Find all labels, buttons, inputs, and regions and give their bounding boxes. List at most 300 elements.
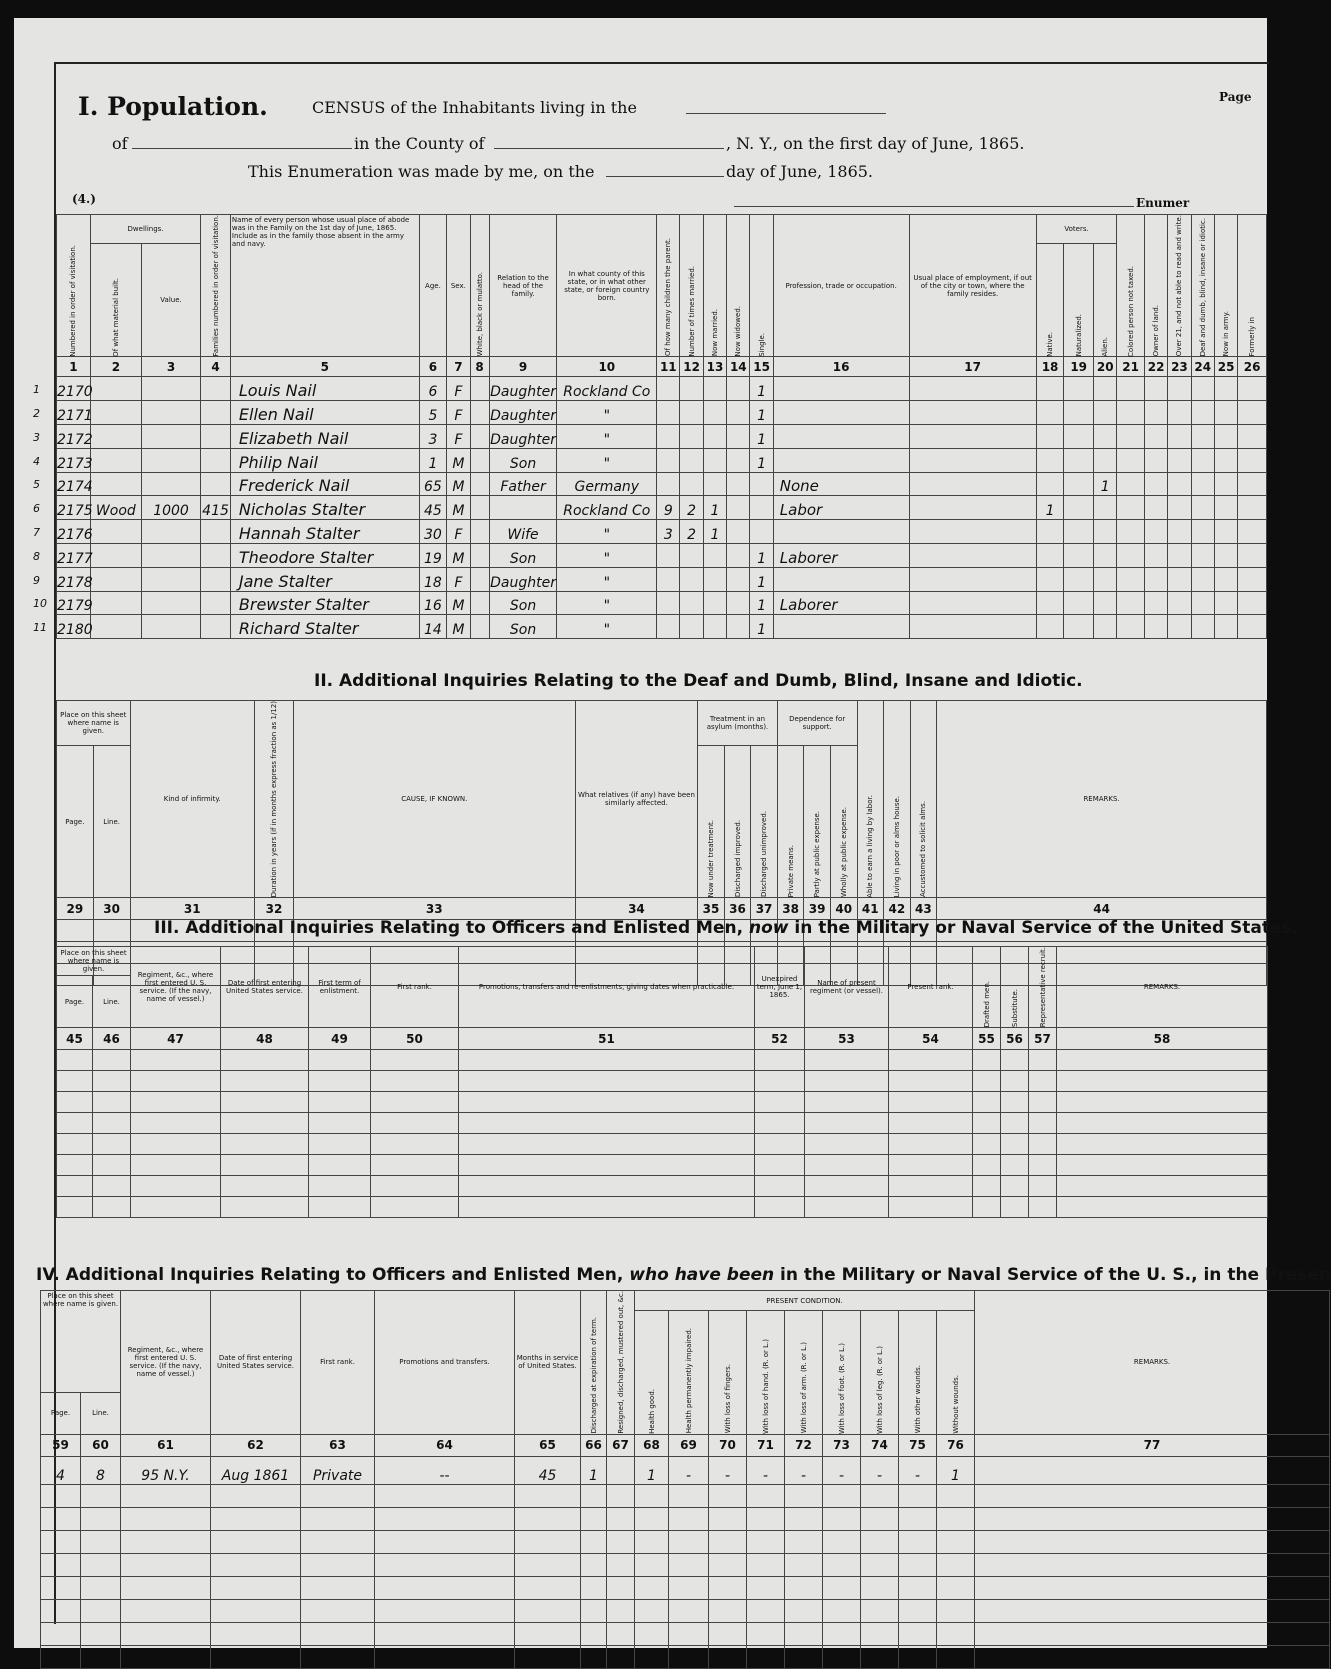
empty-cell bbox=[459, 1113, 755, 1134]
s2-place-header: Place on this sheet where name is given. bbox=[57, 701, 131, 746]
pop-sex: F bbox=[447, 377, 470, 401]
table-row bbox=[57, 1092, 1268, 1113]
empty-cell bbox=[211, 1553, 301, 1576]
pop-empty-cell bbox=[909, 615, 1036, 639]
s3-column-numbers bbox=[57, 1028, 1268, 1050]
table-row bbox=[57, 377, 1267, 401]
empty-cell bbox=[975, 1622, 1330, 1645]
pop-empty-cell bbox=[1064, 496, 1094, 520]
empty-cell bbox=[805, 1197, 889, 1218]
s4-row1-arm: - bbox=[785, 1456, 823, 1484]
s4-row1-health-good: 1 bbox=[635, 1456, 669, 1484]
s2-col-number: 44 bbox=[937, 898, 1267, 920]
s4-col-number: 71 bbox=[747, 1434, 785, 1456]
empty-cell bbox=[93, 1197, 131, 1218]
pop-rel: Son bbox=[489, 448, 557, 472]
empty-cell bbox=[635, 1507, 669, 1530]
pop-age: 5 bbox=[419, 401, 447, 425]
s3-title-now: now bbox=[748, 918, 789, 938]
pop-visit: 2174 5 bbox=[57, 472, 91, 496]
pop-now-married bbox=[703, 591, 726, 615]
pop-widowed bbox=[727, 591, 750, 615]
empty-cell bbox=[459, 1092, 755, 1113]
pop-empty-cell bbox=[1168, 496, 1191, 520]
s2-improved-header: Discharged improved. bbox=[733, 820, 742, 898]
pop-col-number: 26 bbox=[1238, 357, 1267, 377]
pop-empty-cell bbox=[1117, 615, 1145, 639]
pop-empty-cell bbox=[1191, 425, 1214, 449]
col-owner-header: Owner of land. bbox=[1152, 305, 1161, 357]
s4-row1-rank: Private bbox=[301, 1456, 375, 1484]
pop-children bbox=[657, 591, 680, 615]
empty-cell bbox=[371, 1176, 459, 1197]
col-widowed-header: Now widowed. bbox=[734, 305, 743, 357]
pop-native bbox=[1036, 520, 1064, 544]
pop-empty-cell bbox=[1238, 520, 1267, 544]
pop-born: Germany bbox=[557, 472, 657, 496]
pop-alien bbox=[1094, 425, 1117, 449]
col-single-header: Single. bbox=[757, 332, 766, 357]
empty-cell bbox=[823, 1553, 861, 1576]
pop-native bbox=[1036, 425, 1064, 449]
empty-cell bbox=[1029, 1092, 1057, 1113]
enumerator-blank bbox=[734, 206, 1134, 207]
table-row bbox=[57, 496, 1267, 520]
empty-cell bbox=[709, 1484, 747, 1507]
empty-cell bbox=[371, 1113, 459, 1134]
empty-cell bbox=[669, 1484, 709, 1507]
table-row bbox=[57, 1155, 1268, 1176]
pop-material bbox=[90, 567, 141, 591]
pop-occupation bbox=[773, 377, 909, 401]
pop-married-times bbox=[680, 591, 703, 615]
s4-regiment-header: Regiment, &c., where first entered U. S. service. (If the navy, name of vessel.) bbox=[121, 1291, 211, 1435]
pop-widowed bbox=[727, 401, 750, 425]
empty-cell bbox=[635, 1622, 669, 1645]
empty-cell bbox=[309, 1197, 371, 1218]
col-sex-header: Sex. bbox=[447, 215, 470, 357]
empty-cell bbox=[785, 1553, 823, 1576]
empty-cell bbox=[607, 1507, 635, 1530]
pop-empty-cell bbox=[1117, 377, 1145, 401]
empty-cell bbox=[81, 1645, 121, 1668]
table-row bbox=[41, 1553, 1330, 1576]
s4-date-header: Date of first entering United States service. bbox=[211, 1291, 301, 1435]
empty-cell bbox=[515, 1507, 581, 1530]
pop-col-number: 1 bbox=[57, 357, 91, 377]
pop-alien bbox=[1094, 591, 1117, 615]
empty-cell bbox=[57, 1176, 93, 1197]
pop-widowed bbox=[727, 425, 750, 449]
empty-cell bbox=[669, 1507, 709, 1530]
empty-cell bbox=[81, 1599, 121, 1622]
pop-empty-cell bbox=[909, 544, 1036, 568]
col-infirm-header: Deaf and dumb, blind, insane or idiotic. bbox=[1198, 218, 1207, 357]
empty-cell bbox=[221, 1113, 309, 1134]
pop-col-number: 19 bbox=[1064, 357, 1094, 377]
pop-age: 3 bbox=[419, 425, 447, 449]
pop-native bbox=[1036, 448, 1064, 472]
empty-cell bbox=[755, 1176, 805, 1197]
pop-family bbox=[201, 472, 231, 496]
s3-drafted-header: Drafted men. bbox=[982, 980, 991, 1028]
empty-cell bbox=[709, 1553, 747, 1576]
empty-cell bbox=[635, 1599, 669, 1622]
table-row bbox=[41, 1507, 1330, 1530]
pop-widowed bbox=[727, 615, 750, 639]
s2-col-number: 43 bbox=[910, 898, 937, 920]
empty-cell bbox=[973, 1071, 1001, 1092]
empty-cell bbox=[81, 1576, 121, 1599]
pop-empty-cell bbox=[470, 615, 489, 639]
pop-age: 16 bbox=[419, 591, 447, 615]
s3-col-number: 57 bbox=[1029, 1028, 1057, 1050]
pop-name: Brewster Stalter bbox=[230, 591, 419, 615]
pop-empty-cell bbox=[1214, 544, 1237, 568]
empty-cell bbox=[309, 1071, 371, 1092]
col-name-note: Include as in the family those absent in the army and navy. bbox=[231, 232, 404, 248]
sheet-number: (4.) bbox=[72, 192, 96, 206]
empty-cell bbox=[81, 1507, 121, 1530]
empty-cell bbox=[459, 1176, 755, 1197]
table-row bbox=[57, 544, 1267, 568]
empty-cell bbox=[581, 1645, 607, 1668]
col-relation-header: Relation to the head of the family. bbox=[489, 215, 557, 357]
s4-foot-header: With loss of foot. (R. or L.) bbox=[837, 1342, 846, 1434]
census-sheet bbox=[14, 18, 1331, 1648]
pop-occupation bbox=[773, 567, 909, 591]
pop-empty-cell bbox=[1191, 377, 1214, 401]
pop-material bbox=[90, 544, 141, 568]
line-number: 6 bbox=[33, 502, 40, 516]
col-color-header: White, black or mulatto. bbox=[475, 272, 484, 357]
pop-empty-cell bbox=[1117, 401, 1145, 425]
s3-col-number: 53 bbox=[805, 1028, 889, 1050]
pop-native bbox=[1036, 591, 1064, 615]
pop-empty-cell bbox=[1144, 520, 1167, 544]
empty-cell bbox=[747, 1645, 785, 1668]
s4-title-b: in the Military or Naval Service of the U. S., in the Presen bbox=[774, 1265, 1331, 1285]
pop-empty-cell bbox=[909, 401, 1036, 425]
empty-cell bbox=[823, 1622, 861, 1645]
empty-cell bbox=[1029, 1050, 1057, 1071]
s2-cause-header: CAUSE, IF KNOWN. bbox=[293, 701, 575, 898]
s4-page-header: Page. bbox=[41, 1393, 81, 1435]
empty-cell bbox=[747, 1553, 785, 1576]
pop-widowed bbox=[727, 520, 750, 544]
s4-line-header: Line. bbox=[81, 1393, 121, 1435]
pop-name: Louis Nail bbox=[230, 377, 419, 401]
pop-col-number: 4 bbox=[201, 357, 231, 377]
pop-native bbox=[1036, 472, 1064, 496]
s4-rows bbox=[41, 1484, 1330, 1668]
pop-sex: M bbox=[447, 591, 470, 615]
pop-married-times bbox=[680, 544, 703, 568]
s4-row1-line: 8 bbox=[81, 1456, 121, 1484]
pop-visit: 2178 9 bbox=[57, 567, 91, 591]
pop-empty-cell bbox=[1064, 425, 1094, 449]
s4-row1-page: 4 bbox=[41, 1456, 81, 1484]
pop-empty-cell bbox=[1238, 377, 1267, 401]
empty-cell bbox=[41, 1599, 81, 1622]
pop-col-number: 9 bbox=[489, 357, 557, 377]
enumerator-label: Enumer bbox=[1136, 196, 1190, 210]
empty-cell bbox=[607, 1484, 635, 1507]
s2-col-number: 31 bbox=[130, 898, 255, 920]
empty-cell bbox=[937, 1576, 975, 1599]
pop-born: Rockland Co bbox=[557, 377, 657, 401]
s4-health-good-header: Health good. bbox=[647, 1388, 656, 1434]
pop-empty-cell bbox=[470, 520, 489, 544]
empty-cell bbox=[937, 1645, 975, 1668]
pop-visit: 2177 8 bbox=[57, 544, 91, 568]
pop-name: Elizabeth Nail bbox=[230, 425, 419, 449]
pop-empty-cell bbox=[1214, 496, 1237, 520]
empty-cell bbox=[785, 1645, 823, 1668]
pop-native bbox=[1036, 615, 1064, 639]
pop-widowed bbox=[727, 567, 750, 591]
s3-col-number: 49 bbox=[309, 1028, 371, 1050]
empty-cell bbox=[889, 1155, 973, 1176]
pop-age: 19 bbox=[419, 544, 447, 568]
s3-col-number: 46 bbox=[93, 1028, 131, 1050]
military-current-table bbox=[56, 946, 1268, 1218]
empty-cell bbox=[973, 1155, 1001, 1176]
empty-cell bbox=[581, 1599, 607, 1622]
pop-occupation bbox=[773, 401, 909, 425]
empty-cell bbox=[635, 1530, 669, 1553]
empty-cell bbox=[899, 1599, 937, 1622]
s4-row1-discharged: 1 bbox=[581, 1456, 607, 1484]
line-number: 2 bbox=[33, 407, 40, 421]
s3-col-number: 55 bbox=[973, 1028, 1001, 1050]
empty-cell bbox=[41, 1530, 81, 1553]
empty-cell bbox=[899, 1507, 937, 1530]
empty-cell bbox=[709, 1507, 747, 1530]
s4-col-number: 72 bbox=[785, 1434, 823, 1456]
s2-unimproved-header: Discharged unimproved. bbox=[760, 811, 769, 898]
empty-cell bbox=[709, 1530, 747, 1553]
col-illiterate-header: Over 21, and not able to read and write. bbox=[1175, 215, 1184, 357]
empty-cell bbox=[211, 1599, 301, 1622]
s4-row1-other: - bbox=[899, 1456, 937, 1484]
pop-sex: M bbox=[447, 544, 470, 568]
s2-now-treatment-header: Now under treatment. bbox=[706, 819, 715, 898]
empty-cell bbox=[41, 1622, 81, 1645]
pop-col-number: 5 bbox=[230, 357, 419, 377]
empty-cell bbox=[581, 1484, 607, 1507]
pop-occupation bbox=[773, 448, 909, 472]
empty-cell bbox=[747, 1599, 785, 1622]
pop-empty-cell bbox=[909, 520, 1036, 544]
empty-cell bbox=[1029, 1197, 1057, 1218]
empty-cell bbox=[973, 1113, 1001, 1134]
col-now-married-header: Now married. bbox=[710, 309, 719, 357]
col-naturalized-header: Naturalized. bbox=[1074, 314, 1083, 357]
pop-material bbox=[90, 448, 141, 472]
col-family-header: Families numbered in order of visitation. bbox=[211, 215, 220, 357]
s3-representative-header: Representative recruit. bbox=[1038, 947, 1047, 1028]
table-row bbox=[57, 425, 1267, 449]
pop-married-times bbox=[680, 472, 703, 496]
empty-cell bbox=[515, 1645, 581, 1668]
empty-cell bbox=[81, 1484, 121, 1507]
state-date-label: , N. Y., on the first day of June, 1865. bbox=[726, 134, 1025, 153]
empty-cell bbox=[805, 1050, 889, 1071]
empty-cell bbox=[221, 1134, 309, 1155]
empty-cell bbox=[1001, 1197, 1029, 1218]
empty-cell bbox=[515, 1484, 581, 1507]
pop-sex: F bbox=[447, 425, 470, 449]
dwellings-group: Dwellings. bbox=[90, 215, 200, 244]
empty-cell bbox=[93, 1071, 131, 1092]
empty-cell bbox=[785, 1576, 823, 1599]
pop-value bbox=[141, 377, 200, 401]
empty-cell bbox=[973, 1092, 1001, 1113]
empty-cell bbox=[211, 1645, 301, 1668]
pop-family bbox=[201, 544, 231, 568]
pop-born: " bbox=[557, 401, 657, 425]
table-row bbox=[57, 1197, 1268, 1218]
empty-cell bbox=[131, 1092, 221, 1113]
pop-empty-cell bbox=[1144, 377, 1167, 401]
pop-empty-cell bbox=[1144, 401, 1167, 425]
pop-empty-cell bbox=[1117, 472, 1145, 496]
empty-cell bbox=[755, 1113, 805, 1134]
empty-cell bbox=[899, 1576, 937, 1599]
empty-cell bbox=[459, 1050, 755, 1071]
page-label: Page bbox=[1219, 90, 1252, 104]
pop-occupation: Laborer bbox=[773, 591, 909, 615]
pop-empty-cell bbox=[1214, 567, 1237, 591]
s3-col-number: 48 bbox=[221, 1028, 309, 1050]
pop-value bbox=[141, 401, 200, 425]
s4-col-number: 68 bbox=[635, 1434, 669, 1456]
pop-name: Hannah Stalter bbox=[230, 520, 419, 544]
pop-empty-cell bbox=[1117, 520, 1145, 544]
pop-visit: 2171 2 bbox=[57, 401, 91, 425]
pop-empty-cell bbox=[1117, 425, 1145, 449]
pop-rel: Daughter bbox=[489, 425, 557, 449]
empty-cell bbox=[755, 1197, 805, 1218]
pop-sex: M bbox=[447, 615, 470, 639]
empty-cell bbox=[1029, 1176, 1057, 1197]
empty-cell bbox=[93, 1050, 131, 1071]
s4-row1-hand: - bbox=[747, 1456, 785, 1484]
empty-cell bbox=[607, 1576, 635, 1599]
pop-col-number: 3 bbox=[141, 357, 200, 377]
empty-cell bbox=[1001, 1155, 1029, 1176]
empty-cell bbox=[211, 1484, 301, 1507]
pop-single: 1 bbox=[750, 448, 773, 472]
pop-empty-cell bbox=[1214, 472, 1237, 496]
pop-empty-cell bbox=[1144, 496, 1167, 520]
pop-empty-cell bbox=[1144, 615, 1167, 639]
empty-cell bbox=[581, 1576, 607, 1599]
line-number: 10 bbox=[33, 597, 47, 611]
pop-empty-cell bbox=[1064, 520, 1094, 544]
empty-cell bbox=[121, 1622, 211, 1645]
empty-cell bbox=[937, 1530, 975, 1553]
col-age-header: Age. bbox=[419, 215, 447, 357]
s4-col-number: 61 bbox=[121, 1434, 211, 1456]
pop-native bbox=[1036, 567, 1064, 591]
table-row bbox=[57, 1113, 1268, 1134]
empty-cell bbox=[93, 920, 130, 942]
pop-alien bbox=[1094, 448, 1117, 472]
s4-col-number: 77 bbox=[975, 1434, 1330, 1456]
s2-private-header: Private means. bbox=[786, 844, 795, 898]
empty-cell bbox=[975, 1507, 1330, 1530]
col-formerly-header: Formerly in bbox=[1248, 316, 1257, 357]
pop-occupation bbox=[773, 520, 909, 544]
pop-now-married: 1 bbox=[703, 520, 726, 544]
pop-value bbox=[141, 591, 200, 615]
pop-married-times bbox=[680, 615, 703, 639]
empty-cell bbox=[375, 1530, 515, 1553]
empty-cell bbox=[375, 1576, 515, 1599]
population-table bbox=[33, 214, 1267, 639]
pop-single: 1 bbox=[750, 567, 773, 591]
s3-term-header: First term of enlistment. bbox=[309, 947, 371, 1028]
empty-cell bbox=[861, 1553, 899, 1576]
pop-now-married bbox=[703, 544, 726, 568]
pop-children: 3 bbox=[657, 520, 680, 544]
table-row bbox=[57, 1134, 1268, 1155]
pop-empty-cell bbox=[1144, 472, 1167, 496]
pop-alien bbox=[1094, 520, 1117, 544]
empty-cell bbox=[785, 1530, 823, 1553]
empty-cell bbox=[607, 1645, 635, 1668]
empty-cell bbox=[581, 1507, 607, 1530]
empty-cell bbox=[861, 1576, 899, 1599]
pop-single: 1 bbox=[750, 615, 773, 639]
pop-empty-cell bbox=[1191, 472, 1214, 496]
place-blank bbox=[686, 113, 886, 114]
s3-title-b: in the Military or Naval Service of the United States. bbox=[788, 918, 1299, 938]
pop-empty-cell bbox=[1144, 567, 1167, 591]
pop-material bbox=[90, 591, 141, 615]
empty-cell bbox=[581, 1530, 607, 1553]
pop-name: Nicholas Stalter bbox=[230, 496, 419, 520]
pop-single bbox=[750, 472, 773, 496]
empty-cell bbox=[755, 1050, 805, 1071]
empty-cell bbox=[785, 1484, 823, 1507]
pop-col-number: 2 bbox=[90, 357, 141, 377]
empty-cell bbox=[375, 1484, 515, 1507]
pop-born: " bbox=[557, 591, 657, 615]
pop-native bbox=[1036, 377, 1064, 401]
empty-cell bbox=[211, 1507, 301, 1530]
s2-col-number: 35 bbox=[698, 898, 725, 920]
empty-cell bbox=[459, 1155, 755, 1176]
s2-col-number: 37 bbox=[751, 898, 778, 920]
s4-col-number: 59 bbox=[41, 1434, 81, 1456]
empty-cell bbox=[823, 1599, 861, 1622]
s4-row1-promotions: -- bbox=[375, 1456, 515, 1484]
empty-cell bbox=[1029, 1155, 1057, 1176]
empty-cell bbox=[211, 1622, 301, 1645]
empty-cell bbox=[309, 1176, 371, 1197]
pop-born: " bbox=[557, 544, 657, 568]
empty-cell bbox=[57, 1092, 93, 1113]
pop-married-times bbox=[680, 401, 703, 425]
pop-age: 65 bbox=[419, 472, 447, 496]
empty-cell bbox=[899, 1553, 937, 1576]
pop-col-number: 13 bbox=[703, 357, 726, 377]
empty-cell bbox=[973, 1197, 1001, 1218]
s4-row1-date: Aug 1861 bbox=[211, 1456, 301, 1484]
